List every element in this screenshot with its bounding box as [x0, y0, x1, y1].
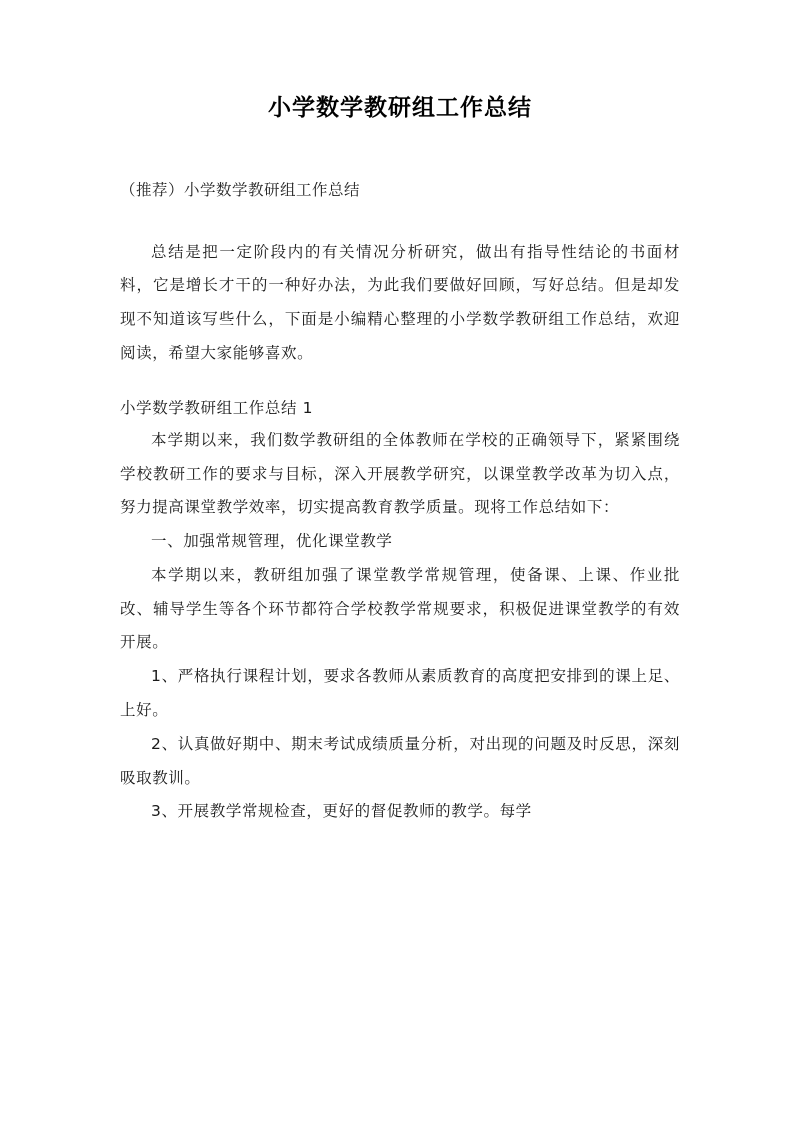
- body-paragraph-4: 1、严格执行课程计划，要求各教师从素质教育的高度把安排到的课上足、上好。: [120, 667, 680, 719]
- spacer: [120, 371, 680, 393]
- page-title: 小学数学教研组工作总结: [268, 95, 532, 121]
- body-paragraph-1: 本学期以来，我们数学教研组的全体教师在学校的正确领导下，紧紧围绕学校教研工作的要求与目标，深入开展教学研究，以课堂教学改革为切入点，努力提高课堂教学效率，切实提高教育教学质量。现将工作总结如下：: [120, 430, 680, 517]
- spacer: [120, 206, 680, 236]
- intro-paragraph: 总结是把一定阶段内的有关情况分析研究，做出有指导性结论的书面材料，它是增长才干的一种好办法，为此我们要做好回顾，写好总结。但是却发现不知道该写些什么，下面是小编精心整理的小学数学教研组工作总结，欢迎阅读，希望大家能够喜欢。: [120, 242, 680, 362]
- body-paragraph-2: 一、加强常规管理，优化课堂教学: [151, 532, 393, 551]
- section-heading: 小学数学教研组工作总结 1: [120, 398, 314, 417]
- body-paragraph-6: 3、开展教学常规检查，更好的督促教师的教学。每学: [151, 802, 532, 821]
- body-paragraph-5: 2、认真做好期中、期末考试成绩质量分析，对出现的问题及时反思，深刻吸取教训。: [120, 734, 680, 787]
- document-subtitle: （推荐）小学数学教研组工作总结: [120, 181, 361, 200]
- body-paragraph-3: 本学期以来，教研组加强了课堂教学常规管理，使备课、上课、作业批改、辅导学生等各个环节都符合学校教学常规要求，积极促进课堂教学的有效开展。: [120, 565, 680, 652]
